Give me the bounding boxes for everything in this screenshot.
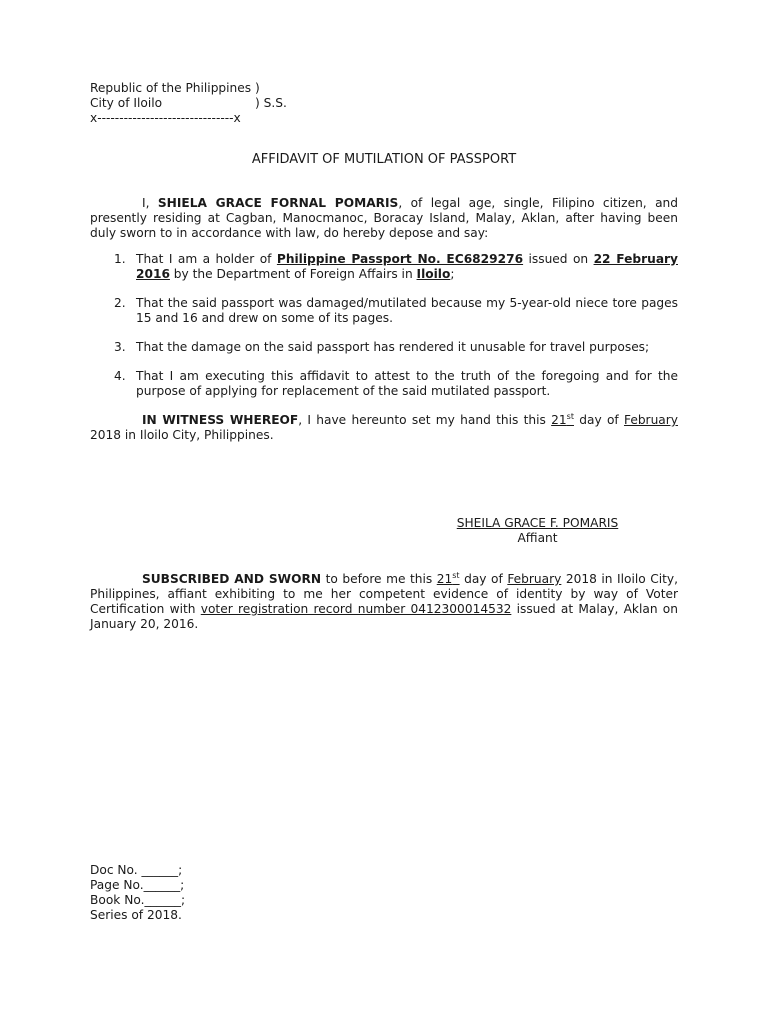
- item-number: 3.: [114, 340, 126, 354]
- item-text-part: ;: [450, 267, 455, 281]
- witness-paragraph: [90, 413, 678, 443]
- issue-place: Iloilo: [416, 267, 451, 281]
- intro-paragraph: [90, 196, 678, 241]
- jurat-text: issued at Malay, Aklan on January 20, 2016.: [90, 602, 678, 631]
- witness-day-number: 21: [551, 413, 567, 427]
- book-number: Book No.______;: [90, 893, 186, 907]
- jurat-lead: SUBSCRIBED AND SWORN: [142, 572, 322, 586]
- intro-pre: I,: [142, 196, 158, 210]
- document-title: AFFIDAVIT OF MUTILATION OF PASSPORT: [251, 152, 517, 167]
- witness-text: , I have hereunto set my hand this this: [298, 413, 552, 427]
- jurat-month: February: [507, 572, 562, 586]
- jurat-text: day of: [459, 572, 508, 586]
- witness-text: 2018 in Iloilo City, Philippines.: [90, 428, 274, 442]
- list-item: [114, 252, 678, 282]
- witness-lead: IN WITNESS WHEREOF: [142, 413, 299, 427]
- venue-city: City of Iloilo ) S.S.: [90, 96, 287, 110]
- jurat-day-suffix: st: [452, 570, 460, 580]
- item-text: That the damage on the said passport has rendered it unusable for travel purposes;: [136, 340, 650, 354]
- venue-separator: x-------------------------------x: [90, 111, 241, 125]
- venue-republic: Republic of the Philippines ): [90, 81, 260, 95]
- witness-day-suffix: st: [566, 411, 574, 421]
- page-number: Page No.______;: [90, 878, 185, 892]
- jurat-paragraph: [90, 572, 678, 632]
- witness-text: day of: [573, 413, 624, 427]
- intro-post: , of legal age, single, Filipino citizen, and presently residing at Cagban, Manocmanoc, Boracay Island, Malay, Aklan, after having been duly sworn to in accordance with law, do hereby depose and say:: [90, 196, 679, 240]
- signature-role: Affiant: [517, 531, 558, 545]
- item-text-part: That I am a holder of: [136, 252, 277, 266]
- witness-month: February: [623, 413, 678, 427]
- list-item: [114, 296, 678, 326]
- jurat-day: [437, 572, 460, 586]
- passport-number: Philippine Passport No. EC6829276: [276, 252, 524, 266]
- jurat-text: to before me this: [321, 572, 437, 586]
- item-text-part: by the Department of Foreign Affairs in: [169, 267, 417, 281]
- issue-date: 22 February 2016: [136, 252, 678, 281]
- list-item: [114, 340, 678, 355]
- series-year: Series of 2018.: [90, 908, 182, 922]
- item-text-part: issued on: [523, 252, 594, 266]
- item-number: 1.: [114, 252, 126, 266]
- voter-record: voter registration record number 0412300014532: [200, 602, 512, 616]
- doc-number: Doc No. ______;: [90, 863, 183, 877]
- signature-name: SHEILA GRACE F. POMARIS: [456, 516, 619, 530]
- affiant-name: SHIELA GRACE FORNAL POMARIS: [157, 196, 399, 210]
- item-number: 4.: [114, 369, 126, 383]
- jurat-text: 2018 in Iloilo City, Philippines, affiant exhibiting to me her competent evidence of identity by way of Voter Certification with: [90, 572, 678, 616]
- notarial-register: [90, 863, 185, 923]
- item-text: That the said passport was damaged/mutilated because my 5-year-old niece tore pages 15 and 16 and drew on some of its pages.: [136, 296, 678, 325]
- venue-block: [90, 81, 287, 126]
- signature-block: [420, 516, 655, 546]
- item-text: [136, 252, 678, 282]
- item-text: That I am executing this affidavit to attest to the truth of the foregoing and for the purpose of applying for replacement of the said mutilated passport.: [136, 369, 678, 398]
- witness-day: [551, 413, 574, 427]
- list-item: [114, 369, 678, 399]
- jurat-day-number: 21: [436, 572, 453, 586]
- item-number: 2.: [114, 296, 126, 310]
